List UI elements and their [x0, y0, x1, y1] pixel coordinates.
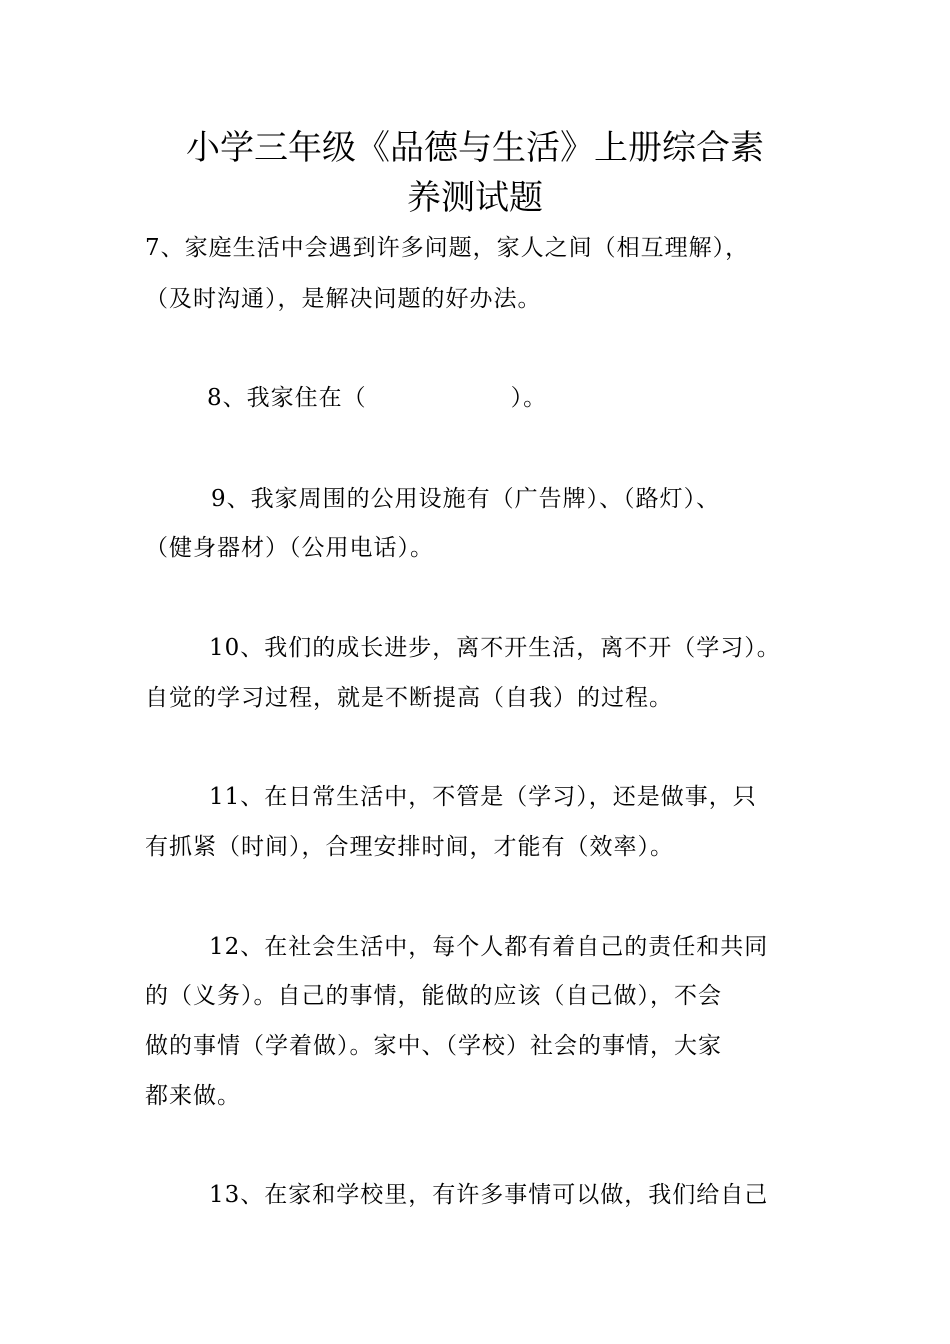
question-12-line-2: 的（义务）。自己的事情，能做的应该（自己做），不会: [145, 983, 722, 1009]
question-13-line-1: 13、在家和学校里，有许多事情可以做，我们给自己: [209, 1182, 769, 1208]
question-7-line-1: 7、家庭生活中会遇到许多问题，家人之间（相互理解），: [145, 235, 750, 261]
question-11-line-1: 11、在日常生活中，不管是（学习），还是做事，只: [209, 784, 757, 810]
document-title-line-1: 小学三年级《品德与生活》上册综合素: [186, 128, 764, 168]
question-12-line-3: 做的事情（学着做）。家中、（学校）社会的事情，大家: [145, 1033, 722, 1059]
question-11-line-2: 有抓紧（时间），合理安排时间，才能有（效率）。: [145, 834, 674, 860]
question-9-line-1: 9、我家周围的公用设施有（广告牌）、（路灯）、: [211, 486, 721, 512]
question-7-line-2: （及时沟通），是解决问题的好办法。: [145, 286, 542, 312]
question-12-line-1: 12、在社会生活中，每个人都有着自己的责任和共同: [209, 934, 769, 960]
question-12-line-4: 都来做。: [145, 1083, 241, 1109]
question-10-line-1: 10、我们的成长进步，离不开生活，离不开（学习）。: [209, 635, 781, 661]
question-8-line-1: 8、我家住在（ ）。: [207, 385, 548, 411]
question-9-line-2: （健身器材）（公用电话）。: [145, 535, 434, 561]
document-title-line-2: 养测试题: [407, 178, 543, 218]
question-10-line-2: 自觉的学习过程，就是不断提高（自我）的过程。: [145, 685, 673, 711]
